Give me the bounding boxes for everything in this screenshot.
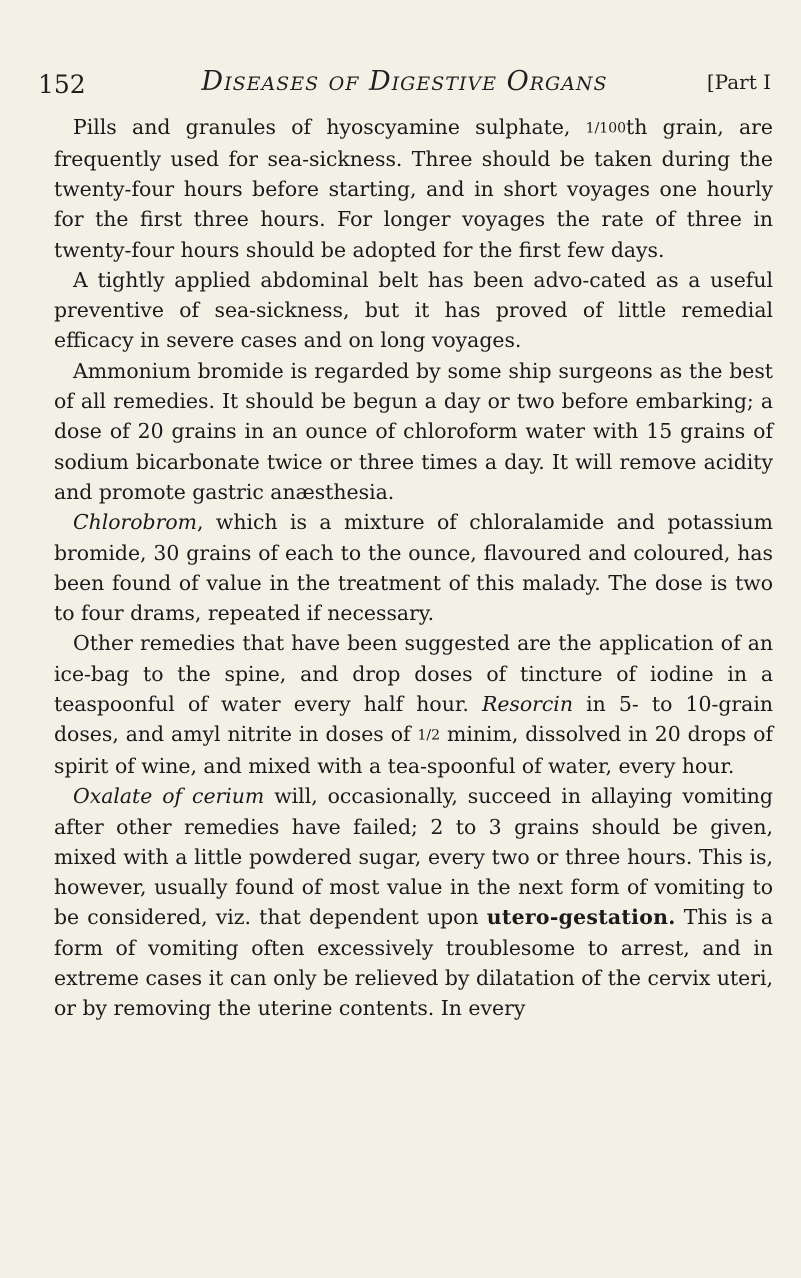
text-run: , which is a mixture of chloralamide and potassium bromide, 30 grains of each to the ounce, flavoured and coloured, has been found of value in the treatment of this malady. The dose is two to four drams, repeated if necessary.: [54, 510, 773, 626]
paragraph: [54, 265, 773, 356]
section-marker: [Part I: [706, 70, 771, 94]
paragraph: [54, 356, 773, 507]
text-run: Ammonium bromide is regarded by some ship surgeons as the best of all remedies. It should be begun a day or two before embarking; a dose of 20 grains in an ounce of chloroform water with 15 grains of sodium bicarbonate twice or three times a day. It will remove acidity and promote gastric anæsthesia.: [54, 358, 773, 504]
running-header: [38, 66, 771, 102]
text-run: A tightly applied abdominal belt has been advo-cated as a useful preventive of sea-sickness, but it has proved of little remedial efficacy in severe cases and on long voyages.: [54, 267, 773, 353]
text-run: Pills and granules of hyoscyamine sulphate,: [73, 115, 586, 139]
text-run: th grain, are frequently used for sea-sickness. Three should be taken during the twenty-four hours before starting, and in short voyages one hourly for the first three hours. For longer voyages the rate of three in twenty-four hours should be adopted for the first few days.: [54, 115, 773, 262]
running-title: Diseases of Digestive Organs: [201, 66, 608, 97]
text-run: will, occasionally, succeed in allaying vomiting after other remedies have failed; 2 to 3 grains should be given, mixed with a little powdered sugar, every two or three hours. This is, however, usually found of most value in the next form of vomiting to be considered, viz. that dependent upon: [54, 784, 773, 930]
fraction: 1/100: [585, 120, 627, 137]
page-number: 152: [38, 70, 86, 99]
italic-term: Oxalate of cerium: [73, 784, 265, 809]
paragraph: [54, 507, 773, 628]
body-text: [54, 112, 773, 1024]
paragraph: [54, 112, 773, 265]
bold-term: utero-gestation.: [486, 905, 676, 930]
italic-term: Resorcin: [481, 691, 573, 716]
text-run: minim, dissolved in 20 drops of spirit of wine, and mixed with a tea-spoonful of water, every hour.: [54, 722, 773, 778]
italic-term: Chlorobrom: [73, 510, 197, 535]
text-run: This is a form of vomiting often excessively troublesome to arrest, and in extreme cases it can only be relieved by dilatation of the cervix uteri, or by removing the uterine contents. In every: [54, 905, 773, 1021]
paragraph: [54, 781, 773, 1023]
text-run: in 5- to 10-grain doses, and amyl nitrite in doses of: [54, 691, 773, 747]
paragraph: [54, 628, 773, 781]
text-run: Other remedies that have been suggested are the application of an ice-bag to the spine, and drop doses of tincture of iodine in a teaspoonful of water every half hour.: [54, 631, 773, 716]
fraction: 1/2: [417, 727, 441, 744]
